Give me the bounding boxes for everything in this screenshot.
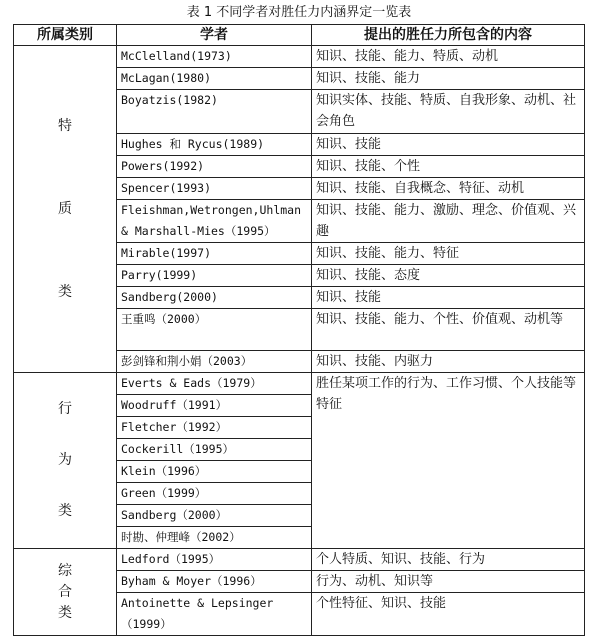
category-char: 特	[58, 117, 72, 134]
scholar-cell: 彭剑锋和荆小娟（2003）	[117, 351, 312, 373]
scholar-cell: Sandberg（2000）	[117, 505, 312, 527]
shared-content-cell: 胜任某项工作的行为、工作习惯、个人技能等特征	[312, 373, 585, 549]
category-composite	[14, 549, 117, 636]
scholar-cell: 王重鸣（2000）	[117, 309, 312, 351]
content-cell: 知识、技能	[312, 134, 585, 156]
scholar-cell: McClelland(1973)	[117, 46, 312, 68]
header-category: 所属类别	[14, 25, 117, 46]
content-cell: 知识、技能、能力、个性、价值观、动机等	[312, 309, 585, 351]
scholar-cell: Hughes 和 Rycus(1989)	[117, 134, 312, 156]
scholar-cell: Fleishman,Wetrongen,Uhlman & Marshall-Mies（1995）	[117, 200, 312, 243]
category-char: 类	[58, 604, 72, 621]
category-char: 质	[58, 200, 72, 217]
scholar-cell: Parry(1999)	[117, 265, 312, 287]
table-caption: 表 1 不同学者对胜任力内涵界定一览表	[186, 5, 412, 20]
category-char: 为	[58, 452, 72, 468]
category-char: 综	[58, 562, 72, 579]
content-cell: 知识、技能、能力	[312, 68, 585, 90]
scholar-cell: Klein（1996）	[117, 461, 312, 483]
scholar-cell: McLagan(1980)	[117, 68, 312, 90]
content-cell: 知识、技能、自我概念、特征、动机	[312, 178, 585, 200]
content-cell: 知识、技能、能力、激励、理念、价值观、兴趣	[312, 200, 585, 243]
table-row	[14, 46, 585, 68]
content-cell: 知识、技能、内驱力	[312, 351, 585, 373]
scholar-cell: Everts & Eads（1979）	[117, 373, 312, 395]
header-row	[14, 25, 585, 46]
category-behavior	[14, 373, 117, 549]
content-cell: 个性特征、知识、技能	[312, 593, 585, 636]
scholar-cell: Woodruff（1991）	[117, 395, 312, 417]
content-cell: 知识、技能	[312, 287, 585, 309]
content-cell: 行为、动机、知识等	[312, 571, 585, 593]
content-cell: 知识、技能、态度	[312, 265, 585, 287]
category-trait	[14, 46, 117, 373]
competency-table	[13, 24, 585, 636]
category-char: 合	[58, 583, 72, 600]
content-cell: 知识实体、技能、特质、自我形象、动机、社会角色	[312, 90, 585, 134]
scholar-cell: Green（1999）	[117, 483, 312, 505]
scholar-cell: Byham & Moyer（1996）	[117, 571, 312, 593]
category-char: 行	[58, 401, 72, 417]
scholar-cell: Fletcher（1992）	[117, 417, 312, 439]
scholar-cell: Powers(1992)	[117, 156, 312, 178]
content-cell: 知识、技能、能力、特质、动机	[312, 46, 585, 68]
content-cell: 知识、技能、个性	[312, 156, 585, 178]
content-cell: 知识、技能、能力、特征	[312, 243, 585, 265]
category-char: 类	[58, 283, 72, 300]
scholar-cell: Antoinette & Lepsinger（1999）	[117, 593, 312, 636]
table-row	[14, 549, 585, 571]
scholar-cell: Cockerill（1995）	[117, 439, 312, 461]
content-cell: 个人特质、知识、技能、行为	[312, 549, 585, 571]
scholar-cell: Mirable(1997)	[117, 243, 312, 265]
table-row	[14, 373, 585, 395]
header-content: 提出的胜任力所包含的内容	[312, 25, 585, 46]
header-scholar: 学者	[117, 25, 312, 46]
scholar-cell: Spencer(1993)	[117, 178, 312, 200]
scholar-cell: Sandberg(2000)	[117, 287, 312, 309]
scholar-cell: Boyatzis(1982)	[117, 90, 312, 134]
category-char: 类	[58, 503, 72, 519]
scholar-cell: Ledford（1995）	[117, 549, 312, 571]
scholar-cell: 时勘、仲理峰（2002）	[117, 527, 312, 549]
